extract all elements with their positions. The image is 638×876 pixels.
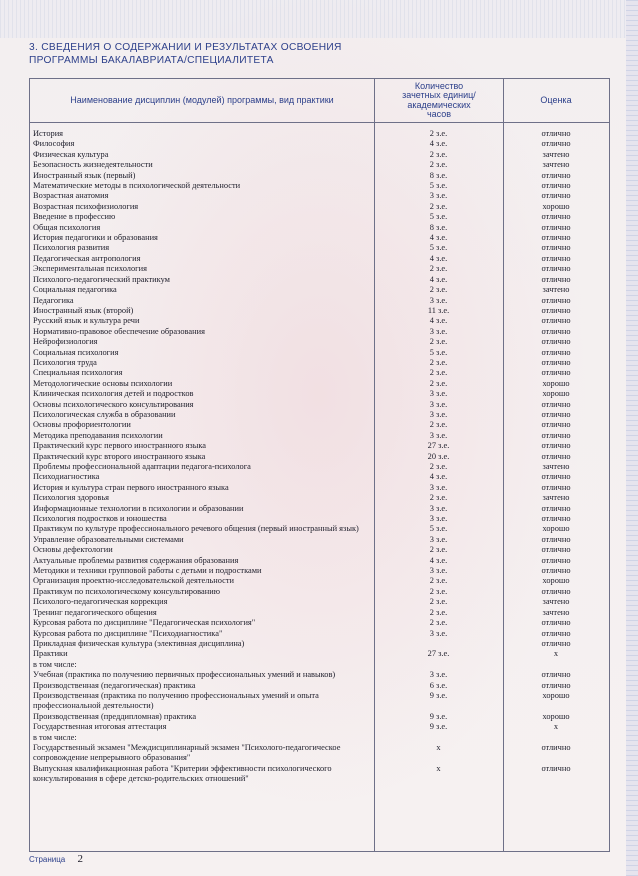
table-row: [30, 243, 609, 253]
credit-units-cell: 3 з.е.: [429, 295, 448, 305]
grade-cell: отлично: [541, 368, 571, 378]
credit-units-cell: 2 з.е.: [429, 493, 448, 503]
table-row: [30, 462, 609, 472]
discipline-name-cell: Философия: [33, 139, 75, 149]
grade-cell: отлично: [541, 482, 571, 492]
table-row: [30, 649, 609, 659]
grade-cell: x: [553, 722, 559, 732]
discipline-name-cell: Основы профориентологии: [33, 420, 131, 430]
credit-units-cell: 3 з.е.: [429, 670, 448, 680]
credit-units-cell: 3 з.е.: [429, 503, 448, 513]
guilloche-pattern-right: [626, 0, 638, 876]
table-row: [30, 358, 609, 368]
table-row: [30, 545, 609, 555]
discipline-name-cell: Психолого-педагогический практикум: [33, 274, 170, 284]
credit-units-cell: [374, 733, 503, 743]
discipline-name-cell: Курсовая работа по дисциплине "Педагогическая психология": [33, 618, 256, 628]
grade-cell: отлично: [541, 409, 571, 419]
table-row: [30, 181, 609, 191]
grade-cell: [503, 660, 609, 670]
table-row: [30, 368, 609, 378]
table-row: [30, 452, 609, 462]
table-row: [30, 504, 609, 514]
discipline-name-cell: Нормативно-правовое обеспечение образования: [33, 326, 205, 336]
grade-cell: хорошо: [542, 524, 570, 534]
credit-units-cell: 9 з.е.: [429, 722, 448, 732]
grade-cell: отлично: [541, 534, 571, 544]
credit-units-cell: 5 з.е.: [429, 181, 448, 191]
credit-units-cell: 4 з.е.: [429, 316, 448, 326]
grade-cell: отлично: [541, 618, 571, 628]
table-row: [30, 410, 609, 420]
discipline-name-cell: Курсовая работа по дисциплине "Психодиагностика": [33, 628, 223, 638]
credit-units-cell: 2 з.е.: [429, 462, 448, 471]
discipline-name-cell: Нейрофизиология: [33, 337, 98, 347]
credit-units-cell: 5 з.е.: [429, 243, 448, 253]
discipline-name-cell: Методики и техники групповой работы с детьми и подростками: [33, 566, 262, 576]
grade-cell: хорошо: [542, 389, 570, 399]
table-row: [30, 254, 609, 264]
table-row: [30, 275, 609, 285]
grade-cell: отлично: [541, 555, 571, 565]
credit-units-cell: 2 з.е.: [429, 264, 448, 274]
table-row: [30, 420, 609, 430]
discipline-name-cell: История: [33, 129, 64, 138]
table-row: [30, 139, 609, 149]
table-row: [30, 743, 609, 764]
grade-cell: отлично: [541, 222, 571, 232]
discipline-name-cell: Психология здоровья: [33, 493, 110, 503]
table-row: [30, 285, 609, 295]
table-row: [30, 202, 609, 212]
table-row: [30, 264, 609, 274]
section-heading-line-2: ПРОГРАММЫ БАКАЛАВРИАТА/СПЕЦИАЛИТЕТА: [29, 54, 274, 66]
grade-cell: отлично: [541, 472, 571, 482]
discipline-name-cell: Педагогическая антропология: [33, 253, 141, 263]
table-row: [30, 348, 609, 358]
grade-cell: отлично: [541, 181, 571, 191]
discipline-name-cell: в том числе:: [33, 732, 77, 742]
credit-units-cell: 9 з.е.: [429, 690, 448, 700]
table-row: [30, 223, 609, 233]
discipline-name-cell: Экспериментальная психология: [33, 264, 147, 274]
table-row: [30, 608, 609, 618]
grade-cell: отлично: [541, 399, 571, 409]
grade-cell: отлично: [541, 253, 571, 263]
discipline-name-cell: Возрастная психофизиология: [33, 201, 139, 211]
credit-units-cell: 8 з.е.: [429, 222, 448, 232]
table-row: [30, 639, 609, 649]
discipline-name-cell: Основы дефектологии: [33, 545, 113, 555]
table-row: [30, 400, 609, 410]
table-row: [30, 389, 609, 399]
table-body: [30, 129, 609, 785]
discipline-name-cell: Психодиагностика: [33, 472, 100, 482]
grade-cell: отлично: [541, 763, 571, 773]
discipline-name-cell: Учебная (практика по получению первичных профессиональных умений и навыков): [33, 670, 336, 680]
grade-cell: отлично: [541, 680, 571, 690]
grade-cell: хорошо: [542, 711, 570, 721]
credit-units-cell: 2 з.е.: [429, 149, 448, 159]
grade-cell: зачтено: [542, 149, 570, 159]
table-row: [30, 618, 609, 628]
credit-units-cell: 3 з.е.: [429, 430, 448, 440]
credit-units-cell: 27 з.е.: [427, 441, 450, 451]
discipline-name-cell: Методологические основы психологии: [33, 378, 173, 388]
table-row: [30, 337, 609, 347]
grade-cell: хорошо: [542, 690, 570, 700]
discipline-name-cell: Выпускная квалификационная работа "Критерии эффективности психологического консультирования в сфере детско-родительских отношений": [33, 763, 332, 784]
discipline-name-cell: Практикум по психологическому консультированию: [33, 586, 220, 596]
credit-units-cell: 3 з.е.: [429, 389, 448, 399]
grade-cell: хорошо: [542, 378, 570, 388]
credit-units-cell: 4 з.е.: [429, 139, 448, 149]
grade-cell: отлично: [541, 586, 571, 596]
grade-cell: хорошо: [542, 201, 570, 211]
discipline-name-cell: Проблемы профессиональной адаптации педагога-психолога: [33, 462, 251, 471]
credit-units-cell: 2 з.е.: [429, 545, 448, 555]
discipline-name-cell: Психология подростков и юношества: [33, 514, 167, 524]
discipline-name-cell: Психология труда: [33, 357, 97, 367]
discipline-name-cell: Практический курс первого иностранного языка: [33, 441, 206, 451]
credit-units-cell: x: [436, 742, 441, 752]
grade-cell: зачтено: [542, 493, 570, 503]
table-row: [30, 670, 609, 680]
discipline-name-cell: Практикум по культуре профессионального речевого общения (первый иностранный язык): [33, 524, 359, 534]
credit-units-cell: 3 з.е.: [429, 191, 448, 201]
grade-cell: отлично: [541, 212, 571, 222]
discipline-name-cell: Производственная (преддипломная) практика: [33, 711, 197, 721]
grade-cell: отлично: [541, 347, 571, 357]
page-footer: [29, 853, 83, 865]
grade-cell: зачтено: [542, 462, 570, 471]
credit-units-cell: 3 з.е.: [429, 628, 448, 638]
discipline-name-cell: Введение в профессию: [33, 212, 116, 222]
results-table: [29, 78, 610, 852]
credit-units-cell: 2 з.е.: [429, 337, 448, 347]
table-row: [30, 629, 609, 639]
discipline-name-cell: Возрастная анатомия: [33, 191, 109, 201]
discipline-name-cell: Практический курс второго иностранного языка: [33, 451, 206, 461]
discipline-name-cell: Государственная итоговая аттестация: [33, 722, 167, 732]
section-heading: [29, 42, 549, 67]
credit-units-cell: 4 з.е.: [429, 274, 448, 284]
grade-cell: отлично: [541, 441, 571, 451]
discipline-name-cell: Социальная психология: [33, 347, 119, 357]
page-number: 2: [77, 853, 83, 865]
discipline-name-cell: Специальная психология: [33, 368, 123, 378]
grade-cell: отлично: [541, 638, 571, 648]
credit-units-cell: 6 з.е.: [429, 680, 448, 690]
discipline-name-cell: Физическая культура: [33, 149, 109, 159]
section-heading-line-1: 3. СВЕДЕНИЯ О СОДЕРЖАНИИ И РЕЗУЛЬТАТАХ ОСВОЕНИЯ: [29, 42, 342, 53]
table-row: [30, 712, 609, 722]
grade-cell: отлично: [541, 170, 571, 180]
discipline-name-cell: Общая психология: [33, 222, 101, 232]
credit-units-cell: 5 з.е.: [429, 212, 448, 222]
discipline-name-cell: Клиническая психология детей и подростков: [33, 389, 194, 399]
credit-units-cell: 27 з.е.: [427, 649, 450, 659]
table-row: [30, 327, 609, 337]
table-row: [30, 171, 609, 181]
discipline-name-cell: Психологическая служба в образовании: [33, 409, 176, 419]
table-row: [30, 514, 609, 524]
grade-cell: отлично: [541, 451, 571, 461]
discipline-name-cell: Безопасность жизнедеятельности: [33, 160, 153, 170]
table-row: [30, 764, 609, 785]
table-row: [30, 660, 609, 670]
header-discipline-name: Наименование дисциплин (модулей) программы, вид практики: [70, 94, 334, 105]
table-row: [30, 379, 609, 389]
credit-units-cell: 3 з.е.: [429, 566, 448, 576]
discipline-name-cell: История и культура стран первого иностранного языка: [33, 482, 229, 492]
credit-units-cell: 8 з.е.: [429, 170, 448, 180]
discipline-name-cell: Иностранный язык (второй): [33, 305, 134, 315]
credit-units-cell: 9 з.е.: [429, 711, 448, 721]
discipline-name-cell: Психолого-педагогическая коррекция: [33, 597, 168, 607]
discipline-name-cell: Производственная (педагогическая) практика: [33, 680, 196, 690]
table-row: [30, 316, 609, 326]
grade-cell: отлично: [541, 295, 571, 305]
grade-cell: отлично: [541, 420, 571, 430]
grade-cell: отлично: [541, 430, 571, 440]
discipline-name-cell: Прикладная физическая культура (элективная дисциплина): [33, 638, 245, 648]
guilloche-pattern-top: [0, 0, 638, 38]
credit-units-cell: 3 з.е.: [429, 534, 448, 544]
grade-cell: отлично: [541, 357, 571, 367]
table-row: [30, 681, 609, 691]
grade-cell: x: [553, 649, 559, 659]
grade-cell: отлично: [541, 545, 571, 555]
credit-units-cell: 2 з.е.: [429, 368, 448, 378]
table-row: [30, 722, 609, 732]
credit-units-cell: 20 з.е.: [427, 451, 450, 461]
discipline-name-cell: Методика преподавания психологии: [33, 430, 163, 440]
discipline-name-cell: Математические методы в психологической деятельности: [33, 181, 241, 191]
credit-units-cell: 3 з.е.: [429, 326, 448, 336]
credit-units-cell: 2 з.е.: [429, 420, 448, 430]
header-grade: Оценка: [540, 94, 572, 105]
table-row: [30, 733, 609, 743]
grade-cell: зачтено: [542, 597, 570, 607]
grade-cell: отлично: [541, 191, 571, 201]
table-row: [30, 306, 609, 316]
discipline-name-cell: Тренинг педагогического общения: [33, 607, 157, 617]
credit-units-cell: 4 з.е.: [429, 253, 448, 263]
grade-cell: отлично: [541, 670, 571, 680]
table-row: [30, 566, 609, 576]
credit-units-cell: 2 з.е.: [429, 160, 448, 170]
grade-cell: зачтено: [542, 160, 570, 170]
credit-units-cell: 2 з.е.: [429, 618, 448, 628]
grade-cell: хорошо: [542, 576, 570, 586]
grade-cell: отлично: [541, 337, 571, 347]
grade-cell: отлично: [541, 243, 571, 253]
credit-units-cell: 3 з.е.: [429, 514, 448, 524]
discipline-name-cell: Управление образовательными системами: [33, 534, 184, 544]
grade-cell: отлично: [541, 316, 571, 326]
discipline-name-cell: Практики: [33, 649, 68, 659]
credit-units-cell: 2 з.е.: [429, 607, 448, 617]
grade-cell: отлично: [541, 129, 571, 138]
credit-units-cell: 3 з.е.: [429, 399, 448, 409]
discipline-name-cell: Организация проектно-исследовательской деятельности: [33, 576, 234, 586]
discipline-name-cell: Русский язык и культура речи: [33, 316, 140, 326]
credit-units-cell: 2 з.е.: [429, 201, 448, 211]
grade-cell: зачтено: [542, 285, 570, 295]
grade-cell: отлично: [541, 628, 571, 638]
table-row: [30, 493, 609, 503]
grade-cell: [503, 733, 609, 743]
grade-cell: отлично: [541, 233, 571, 243]
discipline-name-cell: Государственный экзамен "Междисциплинарный экзамен "Психолого-педагогическое сопровождение непрерывного образования": [33, 742, 341, 763]
grade-cell: отлично: [541, 742, 571, 752]
credit-units-cell: 4 з.е.: [429, 472, 448, 482]
credit-units-cell: 5 з.е.: [429, 524, 448, 534]
table-row: [30, 296, 609, 306]
table-row: [30, 597, 609, 607]
credit-units-cell: 3 з.е.: [429, 409, 448, 419]
discipline-name-cell: в том числе:: [33, 659, 77, 669]
table-row: [30, 233, 609, 243]
discipline-name-cell: Психология развития: [33, 243, 110, 253]
table-row: [30, 212, 609, 222]
discipline-name-cell: Производственная (практика по получению профессиональных умений и опыта профессиональной деятельности): [33, 690, 319, 711]
credit-units-cell: 2 з.е.: [429, 586, 448, 596]
credit-units-cell: 5 з.е.: [429, 347, 448, 357]
discipline-name-cell: Информационные технологии в психологии и образовании: [33, 503, 244, 513]
discipline-name-cell: Социальная педагогика: [33, 285, 117, 295]
table-row: [30, 431, 609, 441]
table-row: [30, 472, 609, 482]
table-row: [30, 535, 609, 545]
credit-units-cell: x: [436, 763, 441, 773]
credit-units-cell: 2 з.е.: [429, 576, 448, 586]
grade-cell: отлично: [541, 274, 571, 284]
credit-units-cell: 2 з.е.: [429, 597, 448, 607]
grade-cell: отлично: [541, 326, 571, 336]
header-divider: [30, 122, 609, 123]
table-row: [30, 524, 609, 534]
credit-units-cell: [374, 639, 503, 649]
grade-cell: отлично: [541, 139, 571, 149]
discipline-name-cell: Иностранный язык (первый): [33, 170, 136, 180]
credit-units-cell: 2 з.е.: [429, 378, 448, 388]
discipline-name-cell: Актуальные проблемы развития содержания образования: [33, 555, 239, 565]
table-row: [30, 576, 609, 586]
discipline-name-cell: Педагогика: [33, 295, 74, 305]
table-row: [30, 150, 609, 160]
table-row: [30, 587, 609, 597]
credit-units-cell: 2 з.е.: [429, 285, 448, 295]
header-credit-units: Количество зачетных единиц/ академических часов: [402, 80, 476, 119]
table-row: [30, 483, 609, 493]
table-row: [30, 556, 609, 566]
grade-cell: отлично: [541, 566, 571, 576]
discipline-name-cell: История педагогики и образования: [33, 233, 158, 243]
grade-cell: отлично: [541, 264, 571, 274]
grade-cell: зачтено: [542, 607, 570, 617]
credit-units-cell: 11 з.е.: [427, 305, 450, 315]
table-row: [30, 160, 609, 170]
credit-units-cell: [374, 660, 503, 670]
page-label: Страница: [29, 855, 66, 864]
credit-units-cell: 3 з.е.: [429, 482, 448, 492]
grade-cell: отлично: [541, 503, 571, 513]
grade-cell: отлично: [541, 305, 571, 315]
credit-units-cell: 2 з.е.: [429, 357, 448, 367]
credit-units-cell: 2 з.е.: [429, 129, 448, 138]
credit-units-cell: 4 з.е.: [429, 233, 448, 243]
table-row: [30, 691, 609, 712]
table-row: [30, 129, 609, 139]
grade-cell: отлично: [541, 514, 571, 524]
table-row: [30, 441, 609, 451]
credit-units-cell: 4 з.е.: [429, 555, 448, 565]
table-row: [30, 191, 609, 201]
discipline-name-cell: Основы психологического консультирования: [33, 399, 194, 409]
